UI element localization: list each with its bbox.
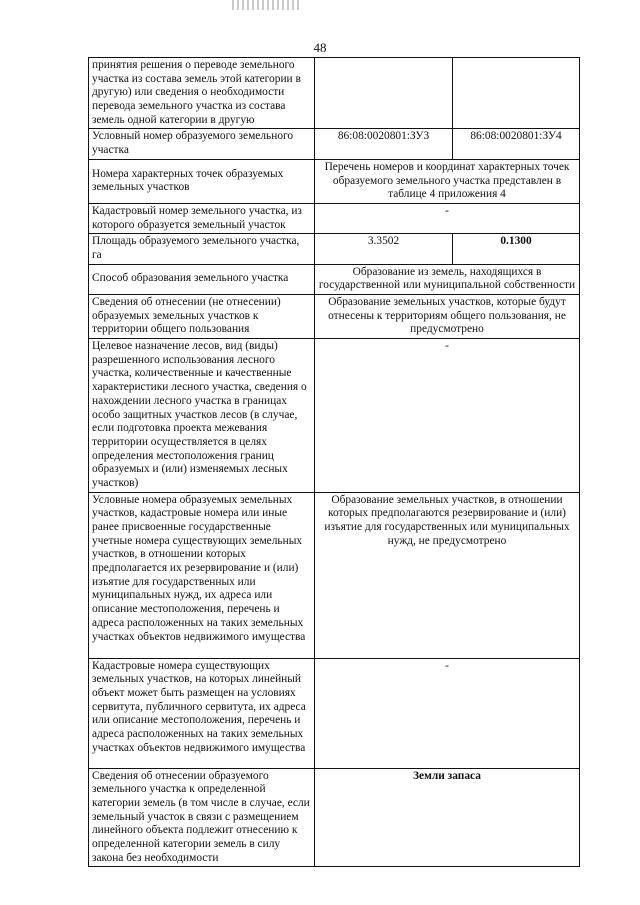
row-label: Номера характерных точек образуемых земельных участков [89, 159, 315, 203]
row-label: Сведения об отнесении (не отнесении) образуемых земельных участков к территории общего пользования [89, 295, 315, 339]
row-label: Условные номера образуемых земельных участков, кадастровые номера или иные ранее присвоенные государственные учетные номера существующих земельных участков, в отношении которых предполагается их резервирование и (или) изъятие для государственных или муниципальных нужд, их адреса или описание местоположения, перечень и адреса расположенных на таких земельных участках объектов недвижимого имущества [89, 492, 315, 658]
row-value: - [315, 339, 580, 493]
table-row [89, 159, 580, 203]
table-row [89, 264, 580, 294]
table-row [89, 295, 580, 339]
row-label: Условный номер образуемого земельного участка [89, 129, 315, 159]
table-row [89, 768, 580, 867]
row-label: Кадастровые номера существующих земельных участков, на которых линейный объект может быть размещен на условиях сервитута, публичного сервитута, их адреса или описание местоположения, перечень и адреса расположенных на таких земельных участках объектов недвижимого имущества [89, 658, 315, 768]
plot-number-zu3: 86:08:0020801:ЗУ3 [315, 129, 453, 159]
row-value: - [315, 203, 580, 233]
row-label: Кадастровый номер земельного участка, из которого образуется земельный участок [89, 203, 315, 233]
row-label: принятия решения о переводе земельного участка из состава земель этой категории в другую) или сведения о необходимости перевода земельного участка из состава земель одной категории в другую [89, 58, 315, 129]
row-value: Перечень номеров и координат характерных точек образуемого земельного участка представлен в таблице 4 приложения 4 [315, 159, 580, 203]
area-zu3: 3.3502 [315, 234, 453, 264]
row-label: Сведения об отнесении образуемого земельного участка к определенной категории земель (в том числе в случае, если земельный участок в связи с размещением линейного объекта подлежит отнесению к определенной категории земель в силу закона без необходимости [89, 768, 315, 867]
table-row [89, 492, 580, 658]
row-value: - [315, 658, 580, 768]
land-plot-table [88, 57, 580, 867]
area-zu4: 0.1300 [453, 234, 580, 264]
scan-artifact [232, 0, 302, 10]
table-row [89, 339, 580, 493]
row-value: Образование земельных участков, в отношении которых предполагаются резервирование и (или) изъятие для государственных или муниципальных нужд, не предусмотрено [315, 492, 580, 658]
table-row [89, 234, 580, 264]
row-value: Образование земельных участков, которые будут отнесены к территориям общего пользования, не предусмотрено [315, 295, 580, 339]
row-value: Образование из земель, находящихся в государственной или муниципальной собственности [315, 264, 580, 294]
row-label: Площадь образуемого земельного участка, га [89, 234, 315, 264]
row-value [315, 58, 453, 129]
table-row [89, 129, 580, 159]
table-row [89, 203, 580, 233]
row-value [453, 58, 580, 129]
row-value: Земли запаса [315, 768, 580, 867]
row-label: Целевое назначение лесов, вид (виды) разрешенного использования лесного участка, количественные и качественные характеристики лесного участка, сведения о нахождении лесного участка в границах особо защитных участков лесов (в случае, если подготовка проекта межевания территории осуществляется в целях определения местоположения границ образуемых и (или) изменяемых лесных участков) [89, 339, 315, 493]
table-row [89, 58, 580, 129]
row-label: Способ образования земельного участка [89, 264, 315, 294]
plot-number-zu4: 86:08:0020801:ЗУ4 [453, 129, 580, 159]
table-row [89, 658, 580, 768]
page-number: 48 [313, 40, 327, 55]
